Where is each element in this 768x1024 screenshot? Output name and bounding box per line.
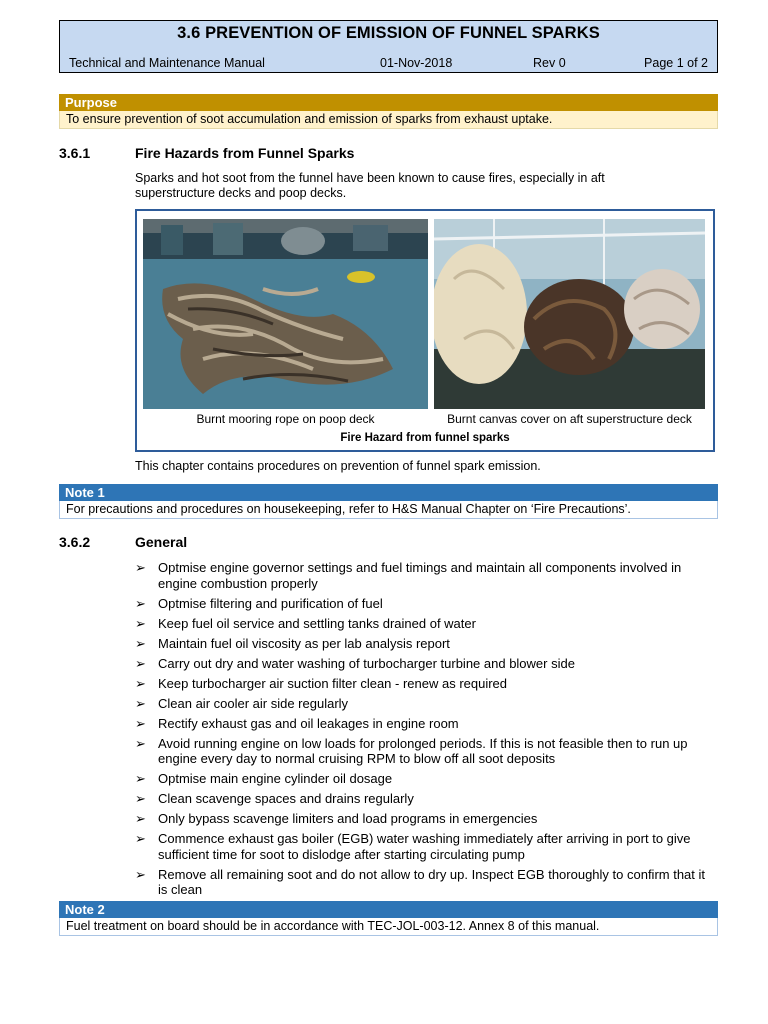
bullet-arrow-icon: ➢ xyxy=(135,831,146,846)
list-item xyxy=(135,596,715,612)
list-item xyxy=(135,560,715,591)
burnt-mooring-rope-photo xyxy=(143,219,428,409)
document-title: 3.6 PREVENTION OF EMISSION OF FUNNEL SPARKS xyxy=(177,24,600,42)
list-item-text: Avoid running engine on low loads for prolonged periods. If this is not feasible then to run up engine every day to normal cruising RPM to blow off all soot deposits xyxy=(158,735,688,766)
burnt-canvas-cover-photo xyxy=(434,219,705,409)
general-bullet-list xyxy=(135,560,715,902)
bullet-arrow-icon: ➢ xyxy=(135,615,146,631)
section-title-362: General xyxy=(135,534,188,550)
list-item-text: Clean scavenge spaces and drains regularly xyxy=(158,791,414,806)
bullet-arrow-icon: ➢ xyxy=(135,695,146,711)
list-item-text: Optmise filtering and purification of fuel xyxy=(158,595,383,611)
list-item-text: Optmise engine governor settings and fuel timings and maintain all components involved in engine combustion properly xyxy=(158,560,682,591)
note1-text: For precautions and procedures on housekeeping, refer to H&S Manual Chapter on ‘Fire Precautions’. xyxy=(59,501,718,519)
figure-title: Fire Hazard from funnel sparks xyxy=(340,432,510,444)
list-item-text: Optmise main engine cylinder oil dosage xyxy=(158,771,393,786)
section-number-361: 3.6.1 xyxy=(59,145,91,161)
list-item-text: Only bypass scavenge limiters and load programs in emergencies xyxy=(158,811,538,826)
list-item xyxy=(135,811,715,827)
bullet-arrow-icon: ➢ xyxy=(135,675,146,691)
list-item xyxy=(135,636,715,652)
section-number-362: 3.6.2 xyxy=(59,534,91,550)
list-item xyxy=(135,656,715,672)
caption-burnt-mooring-rope: Burnt mooring rope on poop deck xyxy=(196,412,375,426)
list-item-text: Rectify exhaust gas and oil leakages in engine room xyxy=(158,715,459,731)
section-361-intro-line-1: Sparks and hot soot from the funnel have been known to cause fires, especially in aft xyxy=(135,171,605,185)
note2-heading: Note 2 xyxy=(59,901,718,918)
bullet-arrow-icon: ➢ xyxy=(135,791,146,806)
list-item xyxy=(135,867,715,898)
list-item xyxy=(135,771,715,787)
fire-hazard-figure xyxy=(135,209,715,452)
list-item-text: Keep turbocharger air suction filter clean - renew as required xyxy=(158,675,508,691)
purpose-text: To ensure prevention of soot accumulation and emission of sparks from exhaust uptake. xyxy=(59,111,718,129)
list-item-text: Remove all remaining soot and do not allow to dry up. Inspect EGB thoroughly to confirm that it is clean xyxy=(158,866,706,897)
list-item-text: Clean air cooler air side regularly xyxy=(158,695,349,711)
page-number: Page 1 of 2 xyxy=(644,56,708,70)
list-item-text: Carry out dry and water washing of turbocharger turbine and blower side xyxy=(158,655,575,671)
bullet-arrow-icon: ➢ xyxy=(135,715,146,731)
note1-heading: Note 1 xyxy=(59,484,718,501)
list-item xyxy=(135,831,715,862)
bullet-arrow-icon: ➢ xyxy=(135,735,146,751)
bullet-arrow-icon: ➢ xyxy=(135,655,146,671)
document-header xyxy=(59,20,718,73)
section-title-361: Fire Hazards from Funnel Sparks xyxy=(135,145,355,161)
section-361-after-figure: This chapter contains procedures on prevention of funnel spark emission. xyxy=(135,459,541,473)
list-item xyxy=(135,791,715,807)
list-item xyxy=(135,616,715,632)
bullet-arrow-icon: ➢ xyxy=(135,866,146,882)
note2-text: Fuel treatment on board should be in accordance with TEC-JOL-003-12. Annex 8 of this manual. xyxy=(59,918,718,936)
purpose-heading: Purpose xyxy=(59,94,718,111)
caption-burnt-canvas-cover: Burnt canvas cover on aft superstructure deck xyxy=(447,412,692,426)
revision: Rev 0 xyxy=(533,56,566,70)
list-item-text: Maintain fuel oil viscosity as per lab analysis report xyxy=(158,635,450,651)
list-item xyxy=(135,716,715,732)
bullet-arrow-icon: ➢ xyxy=(135,560,146,575)
list-item-text: Commence exhaust gas boiler (EGB) water washing immediately after arriving in port to give sufficient time for soot to dislodge after starting circulating pump xyxy=(158,831,691,862)
list-item xyxy=(135,676,715,692)
list-item-text: Keep fuel oil service and settling tanks drained of water xyxy=(158,615,476,631)
manual-name: Technical and Maintenance Manual xyxy=(69,56,265,70)
bullet-arrow-icon: ➢ xyxy=(135,635,146,651)
bullet-arrow-icon: ➢ xyxy=(135,771,146,786)
bullet-arrow-icon: ➢ xyxy=(135,595,146,611)
issue-date: 01-Nov-2018 xyxy=(380,56,453,70)
list-item xyxy=(135,696,715,712)
list-item xyxy=(135,736,715,767)
section-361-intro-line-2: superstructure decks and poop decks. xyxy=(135,186,347,200)
bullet-arrow-icon: ➢ xyxy=(135,811,146,826)
